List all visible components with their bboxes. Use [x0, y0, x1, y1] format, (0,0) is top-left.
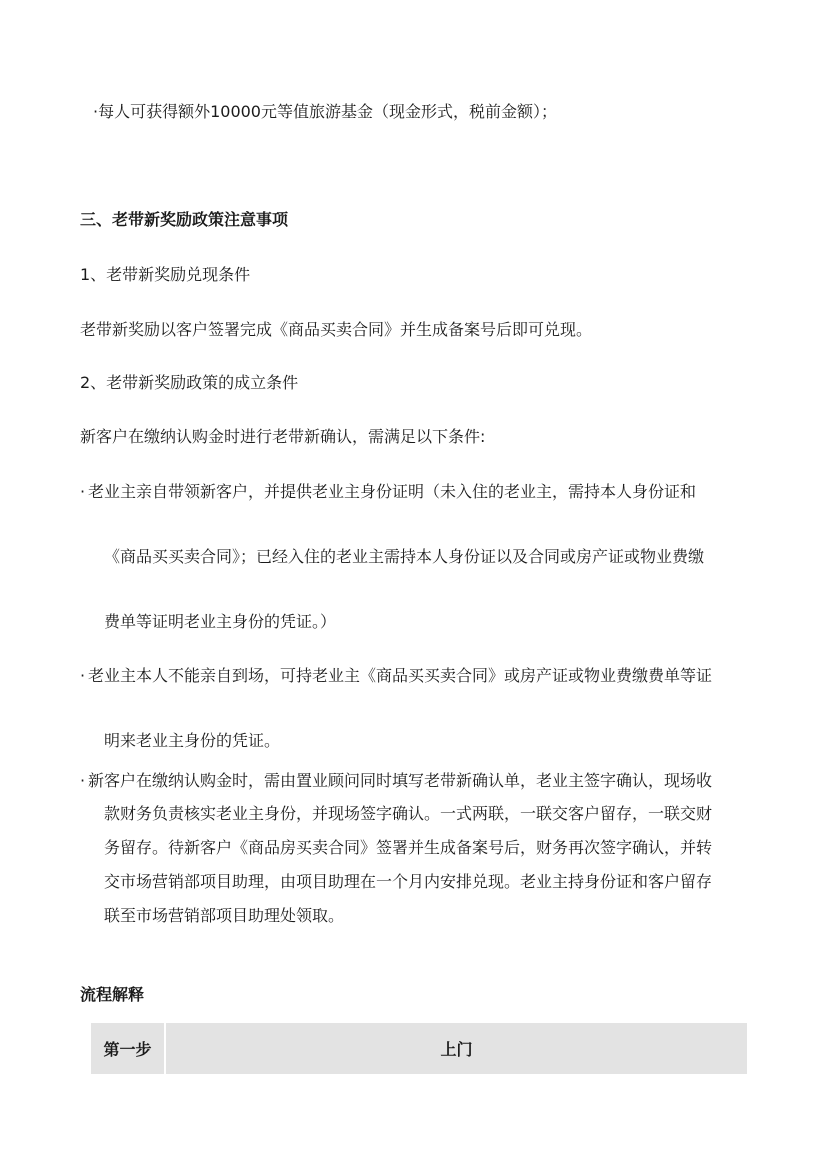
flow-heading: 流程解释 [80, 985, 145, 1004]
bullet-2-line-1: 老业主本人不能亲自到场，可持老业主《商品买买卖合同》或房产证或物业费缴费单等证 [88, 666, 713, 685]
item1-title: 1、老带新奖励兑现条件 [80, 265, 251, 284]
item1-body: 老带新奖励以客户签署完成《商品买卖合同》并生成备案号后即可兑现。 [80, 320, 593, 339]
flow-action-cell: 上门 [440, 1040, 473, 1059]
bullet-3-line-5: 联至市场营销部项目助理处领取。 [104, 906, 345, 925]
bullet-1-line-1: 老业主亲自带领新客户，并提供老业主身份证明（未入住的老业主，需持本人身份证和 [88, 482, 697, 501]
bullet-3-line-2: 款财务负责核实老业主身份，并现场签字确认。一式两联，一联交客户留存，一联交财 [104, 804, 713, 823]
flow-step-cell: 第一步 [91, 1023, 165, 1074]
section-heading: 三、老带新奖励政策注意事项 [80, 210, 289, 229]
bullet-1-line-2: 《商品买买卖合同》；已经入住的老业主需持本人身份证以及合同或房产证或物业费缴 [104, 547, 705, 566]
bullet-1-line-3: 费单等证明老业主身份的凭证。） [104, 612, 337, 631]
bullet-2-line-2: 明来老业主身份的凭证。 [104, 731, 281, 750]
benefit-line: ·每人可获得额外10000元等值旅游基金（现金形式，税前金额）； [93, 102, 557, 121]
bullet-mark: · [80, 771, 86, 790]
item2-intro: 新客户在缴纳认购金时进行老带新确认，需满足以下条件: [80, 427, 486, 446]
bullet-3-line-3: 务留存。待新客户《商品房买卖合同》签署并生成备案号后，财务再次签字确认，并转 [104, 838, 713, 857]
table-row [91, 1023, 747, 1074]
bullet-mark: · [80, 482, 86, 501]
bullet-3-line-4: 交市场营销部项目助理，由项目助理在一个月内安排兑现。老业主持身份证和客户留存 [104, 872, 713, 891]
bullet-3-line-1: 新客户在缴纳认购金时，需由置业顾问同时填写老带新确认单，老业主签字确认，现场收 [88, 771, 713, 790]
bullet-mark: · [80, 666, 86, 685]
flow-table [91, 1023, 747, 1074]
item2-title: 2、老带新奖励政策的成立条件 [80, 373, 299, 392]
